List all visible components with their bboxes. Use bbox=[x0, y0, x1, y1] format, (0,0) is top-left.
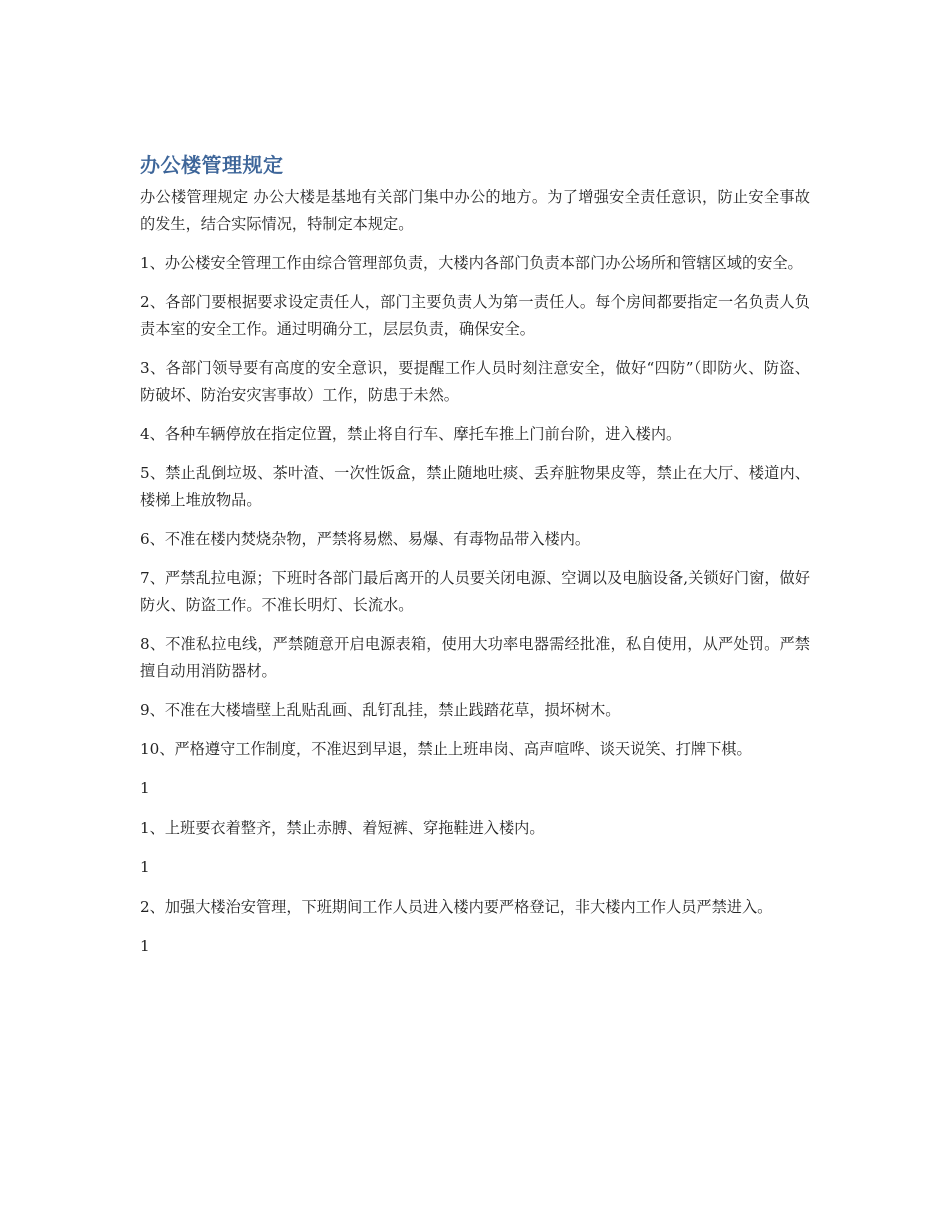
rule-item-5: 5、禁止乱倒垃圾、茶叶渣、一次性饭盒，禁止随地吐痰、丢弃脏物果皮等，禁止在大厅、楼道内、楼梯上堆放物品。 bbox=[140, 464, 810, 509]
document-title: 办公楼管理规定 bbox=[140, 153, 284, 177]
rule-item-2: 2、各部门要根据要求设定责任人，部门主要负责人为第一责任人。每个房间都要指定一名负责人负责本室的安全工作。通过明确分工，层层负责，确保安全。 bbox=[140, 293, 810, 338]
page-marker-3: 1 bbox=[140, 937, 150, 955]
rule-item-6: 6、不准在楼内焚烧杂物，严禁将易燃、易爆、有毒物品带入楼内。 bbox=[140, 530, 591, 548]
rule-item-8: 8、不准私拉电线，严禁随意开启电源表箱，使用大功率电器需经批准，私自使用，从严处罚。严禁擅自动用消防器材。 bbox=[140, 635, 810, 680]
document-body bbox=[140, 150, 810, 973]
rule-item-9: 9、不准在大楼墙壁上乱贴乱画、乱钉乱挂，禁止践踏花草，损坏树木。 bbox=[140, 701, 621, 719]
page-marker-2: 1 bbox=[140, 858, 150, 876]
intro-paragraph: 办公楼管理规定 办公大楼是基地有关部门集中办公的地方。为了增强安全责任意识，防止安全事故的发生，结合实际情况，特制定本规定。 bbox=[140, 188, 810, 233]
rule-item-3: 3、各部门领导要有高度的安全意识，要提醒工作人员时刻注意安全，做好“四防”（即防火、防盗、防破坏、防治安灾害事故）工作，防患于未然。 bbox=[140, 359, 810, 404]
page-marker-1: 1 bbox=[140, 779, 150, 797]
rule-item-1: 1、办公楼安全管理工作由综合管理部负责，大楼内各部门负责本部门办公场所和管辖区域的安全。 bbox=[140, 254, 803, 272]
rule-item-11: 1、上班要衣着整齐，禁止赤膊、着短裤、穿拖鞋进入楼内。 bbox=[140, 819, 545, 837]
rule-item-12: 2、加强大楼治安管理，下班期间工作人员进入楼内要严格登记，非大楼内工作人员严禁进入。 bbox=[140, 898, 773, 916]
rule-item-7: 7、严禁乱拉电源；下班时各部门最后离开的人员要关闭电源、空调以及电脑设备,关锁好门窗，做好防火、防盗工作。不准长明灯、长流水。 bbox=[140, 569, 810, 614]
rule-item-4: 4、各种车辆停放在指定位置，禁止将自行车、摩托车推上门前台阶，进入楼内。 bbox=[140, 425, 682, 443]
rule-item-10: 10、严格遵守工作制度，不准迟到早退，禁止上班串岗、高声喧哗、谈天说笑、打牌下棋。 bbox=[140, 740, 752, 758]
